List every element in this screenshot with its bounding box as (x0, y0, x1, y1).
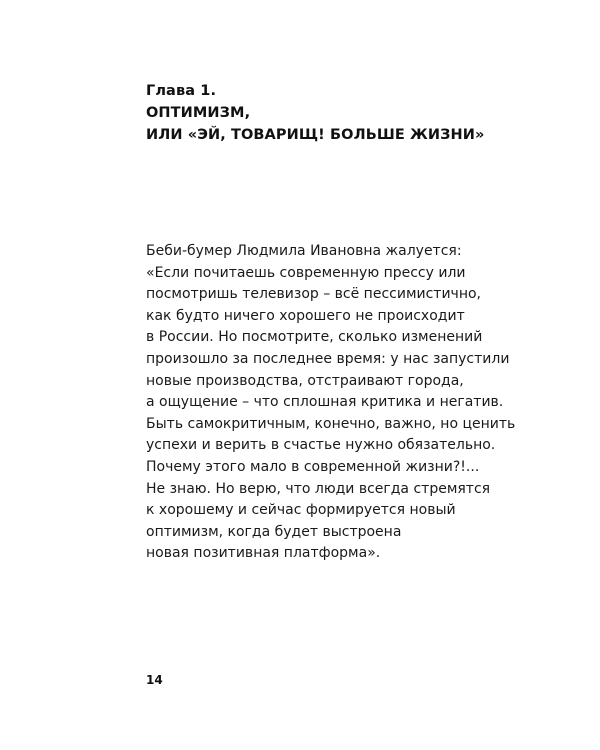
body-line: новая позитивная платформа». (146, 545, 381, 562)
body-line: как будто ничего хорошего не происходит (146, 307, 465, 324)
body-line: а ощущение – что сплошная критика и негатив. (146, 394, 504, 411)
chapter-title-line-2: ИЛИ «ЭЙ, ТОВАРИЩ! БОЛЬШЕ ЖИЗНИ» (146, 127, 485, 143)
body-line: «Если почитаешь современную прессу или (146, 264, 466, 281)
chapter-heading (146, 80, 484, 146)
page-number: 14 (146, 673, 163, 687)
body-line: Беби-бумер Людмила Ивановна жалуется: (146, 243, 462, 259)
body-line: успехи и верить в счастье нужно обязательно. (146, 437, 496, 454)
body-line: в России. Но посмотрите, сколько изменений (146, 329, 483, 346)
body-line: посмотришь телевизор – всё пессимистично, (146, 286, 481, 303)
body-line: к хорошему и сейчас формируется новый (146, 502, 456, 519)
body-line: произошло за последнее время: у нас запустили (146, 350, 510, 367)
chapter-label: Глава 1. (146, 83, 217, 99)
body-line: Не знаю. Но верю, что люди всегда стремятся (146, 480, 491, 497)
body-line: оптимизм, когда будет выстроена (146, 523, 402, 540)
body-paragraph (146, 241, 515, 565)
chapter-title-line-1: ОПТИМИЗМ, (146, 105, 251, 121)
body-line: Быть самокритичным, конечно, важно, но ценить (146, 415, 516, 432)
body-line: новые производства, отстраивают города, (146, 372, 464, 389)
body-line: Почему этого мало в современной жизни?!... (146, 458, 480, 475)
